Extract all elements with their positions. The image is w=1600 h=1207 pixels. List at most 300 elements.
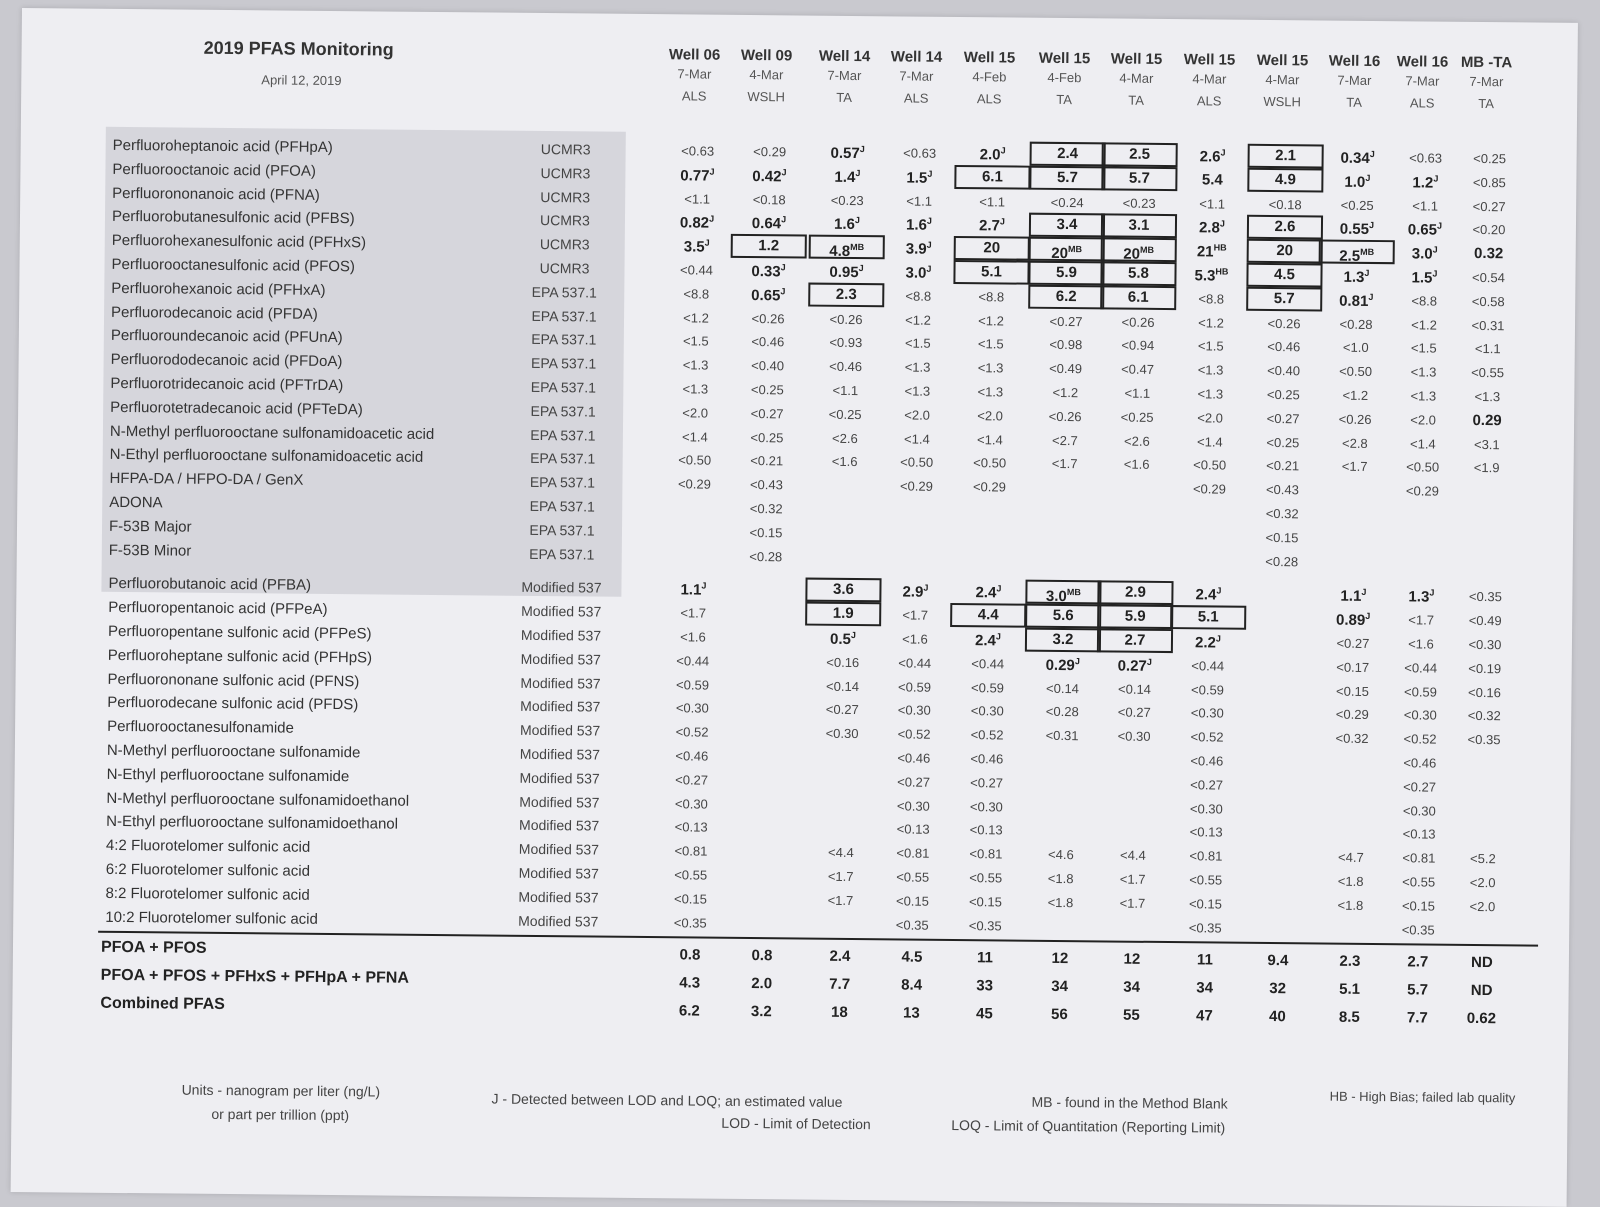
method-label: Modified 537 (521, 603, 602, 620)
result-cell (806, 603, 880, 626)
result-value: <1.1 (1412, 197, 1439, 214)
result-value: <0.44 (679, 262, 714, 278)
result-value: <4.4 (1120, 847, 1146, 864)
result-cell (1447, 756, 1521, 757)
result-cell (955, 237, 1029, 260)
result-cell (1450, 365, 1524, 381)
qualifier-flag: J (704, 237, 710, 248)
result-cell (878, 583, 952, 602)
result-cell (1175, 242, 1249, 261)
analyte-name: Perfluorotetradecanoic acid (PFTeDA) (110, 398, 363, 419)
result-value: <0.81 (674, 843, 708, 859)
qualifier-flag: J (1074, 655, 1080, 666)
result-cell (660, 237, 734, 256)
result-value: <0.59 (970, 679, 1005, 696)
result-value: 2.0 (979, 146, 1001, 164)
result-value: <8.8 (1411, 293, 1438, 309)
result-cell (1450, 460, 1524, 476)
result-cell (1102, 195, 1176, 211)
result-value: <1.4 (1409, 435, 1436, 452)
result-value: <0.27 (897, 774, 931, 790)
result-cell (1242, 873, 1316, 874)
totals-value: 11 (1196, 950, 1213, 969)
result-cell (953, 455, 1027, 471)
result-cell (1030, 214, 1104, 237)
result-cell (1451, 317, 1525, 333)
result-cell (730, 429, 804, 445)
result-value: <0.46 (1267, 339, 1301, 355)
method-label: Modified 537 (520, 698, 601, 715)
result-value: <0.15 (749, 524, 783, 541)
result-value: <0.30 (896, 798, 930, 814)
analyte-name: Perfluorooctanesulfonamide (107, 718, 294, 737)
totals-value: 0.8 (679, 945, 701, 964)
result-cell (654, 867, 728, 883)
column-header-well: Well 14 (890, 48, 943, 66)
result-value: <0.15 (1265, 529, 1299, 546)
column-header-date: 7-Mar (1469, 73, 1504, 90)
result-cell (656, 653, 730, 669)
result-cell (881, 359, 955, 375)
result-cell (950, 703, 1024, 719)
result-value: <1.3 (904, 359, 931, 375)
result-cell (728, 654, 802, 655)
result-cell (1100, 385, 1174, 401)
qualifier-flag: J (1365, 172, 1371, 183)
result-value: 0.57 (830, 144, 860, 163)
result-cell (1026, 629, 1100, 652)
result-cell (954, 313, 1028, 329)
result-cell (1246, 411, 1320, 427)
qualifier-flag: J (1433, 173, 1439, 184)
result-value: <0.25 (750, 429, 784, 445)
result-value: 0.89 (1335, 611, 1366, 630)
result-cell (1321, 148, 1395, 167)
result-value: <0.29 (1192, 481, 1226, 497)
method-label: EPA 537.1 (531, 283, 597, 301)
result-cell (1170, 729, 1244, 745)
totals-value: 18 (830, 1003, 848, 1021)
column-header-date: 4-Mar (1192, 71, 1227, 87)
result-value: 4.8 (829, 242, 851, 261)
result-value: <0.27 (1472, 198, 1506, 214)
result-cell (1099, 504, 1173, 505)
result-cell (1318, 483, 1392, 484)
result-cell (880, 383, 954, 399)
method-label: Modified 537 (518, 888, 599, 906)
result-value: <2.0 (1410, 412, 1437, 428)
result-cell (1171, 606, 1245, 629)
result-cell (654, 796, 728, 812)
result-value: <1.2 (1342, 387, 1369, 403)
result-cell (807, 549, 881, 550)
result-cell (1448, 589, 1522, 605)
totals-value: 45 (975, 1004, 993, 1022)
result-cell (1446, 803, 1520, 804)
qualifier-flag: J (701, 580, 707, 591)
result-cell (657, 500, 731, 501)
result-cell (1389, 150, 1463, 166)
result-value: <0.59 (898, 679, 932, 695)
method-label: Modified 537 (521, 579, 602, 596)
result-value: <8.8 (905, 288, 932, 304)
result-cell (1248, 169, 1322, 192)
analyte-name: Perfluorononane sulfonic acid (PFNS) (107, 670, 360, 690)
result-value: <0.29 (899, 478, 933, 494)
result-cell (1445, 899, 1519, 915)
result-value: 1.3 (1408, 588, 1430, 606)
result-value: 1.5 (1411, 269, 1433, 287)
result-cell (809, 311, 883, 327)
method-label: EPA 537.1 (530, 402, 596, 420)
result-value: <4.6 (1048, 847, 1074, 863)
totals-value: 5.1 (1339, 980, 1361, 998)
analyte-name: Perfluorodecanoic acid (PFDA) (111, 303, 318, 323)
result-value: <0.50 (678, 452, 712, 469)
result-value: <0.46 (675, 748, 709, 764)
method-label: Modified 537 (519, 793, 600, 811)
result-cell (732, 191, 806, 207)
analyte-name: Perfluoropentane sulfonic acid (PFPeS) (107, 622, 372, 643)
result-cell (950, 727, 1024, 743)
result-cell (1101, 262, 1175, 285)
result-value: <0.32 (1265, 505, 1299, 522)
result-cell (804, 845, 878, 861)
result-cell (1169, 848, 1243, 864)
result-value: <4.7 (1337, 849, 1364, 866)
result-cell (730, 406, 804, 422)
result-value: 6.1 (1127, 288, 1149, 306)
result-cell (951, 656, 1025, 672)
result-value: 1.3 (1343, 268, 1365, 286)
result-value: <0.30 (1468, 636, 1502, 653)
result-value: <0.94 (1121, 337, 1155, 354)
result-value: <0.44 (1191, 658, 1225, 674)
result-value: <1.1 (1474, 341, 1501, 357)
result-cell (879, 502, 953, 503)
result-cell (952, 527, 1026, 528)
result-value: <0.31 (1045, 728, 1079, 744)
result-cell (657, 548, 731, 549)
result-value: <1.3 (977, 384, 1004, 400)
result-cell (1172, 481, 1246, 497)
result-cell (1030, 194, 1104, 210)
result-value: <0.26 (1338, 411, 1372, 427)
qualifier-flag: J (1146, 656, 1152, 667)
totals-value: 40 (1268, 1007, 1286, 1025)
result-cell (878, 655, 952, 671)
result-value: 2.7 (978, 217, 1000, 235)
result-cell (1316, 611, 1390, 630)
qualifier-flag: J (780, 262, 786, 273)
column-header (952, 49, 1027, 111)
result-cell (1171, 585, 1245, 604)
result-value: <2.0 (1197, 410, 1224, 426)
result-cell (1174, 338, 1248, 354)
result-value: <0.59 (676, 676, 710, 693)
result-cell (1315, 731, 1389, 747)
result-cell (1028, 432, 1102, 448)
result-value: <0.43 (1265, 482, 1299, 498)
result-value: <1.7 (1119, 895, 1146, 911)
result-value: <1.2 (905, 312, 931, 328)
method-label: Modified 537 (520, 650, 601, 668)
method-label: EPA 537.1 (531, 307, 597, 325)
result-cell (881, 336, 955, 352)
result-value: <0.24 (1050, 194, 1084, 210)
result-cell (1448, 613, 1522, 629)
result-cell (879, 526, 953, 527)
result-value: <0.55 (1402, 874, 1436, 890)
result-value: <1.1 (1124, 385, 1151, 401)
result-cell (1446, 875, 1520, 891)
totals-value: 8.4 (901, 976, 923, 994)
result-cell (1030, 238, 1104, 261)
column-header (1172, 51, 1247, 113)
result-value: 2.4 (1195, 586, 1217, 604)
result-cell (1385, 531, 1459, 532)
result-value: <1.3 (904, 383, 931, 399)
result-value: <0.29 (972, 479, 1006, 495)
result-value: <2.7 (1051, 432, 1078, 448)
qualifier-flag: MB (1360, 247, 1375, 258)
result-cell (954, 360, 1028, 376)
result-cell (1023, 918, 1097, 919)
result-value: <1.6 (1123, 456, 1150, 473)
result-value: <0.58 (1471, 293, 1505, 310)
result-cell (810, 236, 884, 259)
result-cell (731, 310, 805, 326)
result-cell (653, 891, 727, 907)
result-value: <1.4 (976, 431, 1003, 448)
result-cell (660, 214, 734, 233)
result-cell (877, 750, 951, 766)
result-value: <0.40 (751, 358, 785, 374)
result-value: <0.46 (1190, 753, 1224, 769)
result-value: 0.81 (1339, 292, 1369, 310)
result-value: <0.50 (1406, 459, 1440, 476)
result-cell (653, 915, 727, 931)
result-cell (1245, 553, 1319, 569)
analyte-name: F-53B Major (108, 517, 192, 536)
column-header-lab: WSLH (747, 88, 786, 105)
result-value: 4.9 (1274, 170, 1296, 189)
method-label: EPA 537.1 (530, 450, 596, 467)
result-value: <2.0 (682, 405, 709, 421)
result-cell (1030, 166, 1104, 189)
result-cell (1448, 661, 1522, 677)
result-value: <0.25 (1340, 197, 1374, 213)
result-value: <0.49 (1049, 361, 1083, 377)
result-cell (655, 677, 729, 693)
qualifier-flag: J (1369, 148, 1375, 159)
result-value: <0.30 (1189, 800, 1223, 817)
result-value: <1.8 (1337, 897, 1364, 913)
result-cell (1451, 270, 1525, 286)
result-value: <0.32 (1467, 708, 1501, 724)
result-cell (805, 750, 879, 751)
result-value: 3.0 (1411, 245, 1433, 263)
column-header-lab: ALS (1409, 95, 1435, 111)
result-value: <1.6 (1408, 636, 1434, 652)
result-cell (1247, 288, 1321, 311)
result-value: <0.44 (676, 653, 710, 669)
result-value: <0.35 (895, 917, 929, 933)
result-cell (1453, 151, 1527, 167)
result-cell (1103, 143, 1177, 166)
result-cell (1318, 459, 1392, 475)
totals-value: 3.2 (750, 1002, 772, 1020)
totals-value: 34 (1051, 977, 1069, 995)
column-header (1449, 54, 1524, 116)
result-value: 5.3 (1194, 267, 1216, 285)
result-cell (1319, 364, 1393, 380)
result-cell (659, 262, 733, 278)
result-value: <0.52 (1190, 729, 1224, 745)
result-cell (1314, 850, 1388, 866)
result-value: <5.2 (1469, 851, 1496, 867)
totals-label: Combined PFAS (100, 994, 225, 1013)
result-cell (1452, 245, 1526, 263)
units-note: Units - nanogram per liter (ng/L) (181, 1081, 381, 1100)
hb-note: HB - High Bias; failed lab quality (1329, 1088, 1516, 1106)
result-cell (953, 432, 1027, 448)
qualifier-flag: J (923, 583, 929, 594)
result-value: 2.5 (1339, 247, 1361, 266)
result-cell (950, 751, 1024, 767)
qualifier-flag: MB (850, 242, 865, 253)
result-value: 1.1 (1340, 588, 1362, 606)
result-cell (1450, 389, 1524, 405)
result-cell (726, 844, 800, 845)
result-value: 3.4 (1056, 216, 1078, 234)
column-header-lab: WSLH (1263, 93, 1302, 110)
totals-value: 2.0 (751, 974, 773, 992)
result-cell (1170, 705, 1244, 721)
result-value: <1.3 (1410, 364, 1437, 380)
result-cell (952, 503, 1026, 504)
qualifier-flag: J (781, 167, 787, 178)
result-value: <1.1 (906, 193, 933, 209)
result-value: <0.46 (970, 751, 1004, 767)
result-cell (725, 915, 799, 916)
result-cell (1445, 922, 1519, 923)
result-cell (1029, 361, 1103, 377)
result-cell (1242, 849, 1316, 850)
result-cell (1028, 408, 1102, 424)
result-value: 1.9 (832, 604, 854, 623)
result-value: <0.13 (1189, 824, 1223, 840)
result-value: <0.30 (897, 702, 931, 719)
column-header-lab: TA (1478, 95, 1495, 112)
result-value: 0.29 (1045, 656, 1075, 674)
result-value: <2.8 (1341, 435, 1368, 451)
result-cell (1098, 606, 1172, 629)
result-value: <0.29 (677, 476, 711, 492)
column-header (879, 48, 954, 110)
method-label: Modified 537 (519, 722, 601, 739)
qualifier-flag: J (995, 631, 1001, 642)
totals-value: 47 (1195, 1006, 1213, 1025)
result-value: 5.1 (980, 263, 1003, 281)
result-cell (951, 604, 1025, 627)
method-label: Modified 537 (520, 674, 601, 692)
result-value: <0.15 (968, 893, 1002, 910)
result-value: <0.14 (1045, 680, 1080, 696)
totals-value: 12 (1051, 949, 1069, 967)
method-label: EPA 537.1 (530, 355, 597, 372)
qualifier-flag: J (926, 263, 932, 274)
result-value: <0.29 (753, 144, 787, 160)
result-value: <0.35 (968, 917, 1002, 934)
result-cell (1386, 412, 1460, 428)
result-value: 2.2 (1194, 634, 1216, 652)
result-cell (1098, 629, 1172, 652)
result-value: <0.25 (828, 406, 862, 422)
totals-value: 2.4 (829, 947, 851, 965)
result-value: <0.50 (1339, 363, 1373, 380)
result-value: <1.3 (1474, 388, 1501, 405)
method-label: UCMR3 (540, 188, 591, 206)
result-value: 5.9 (1124, 607, 1146, 626)
result-cell (1383, 731, 1457, 747)
result-value: <0.13 (1402, 826, 1436, 842)
result-value: <1.6 (831, 454, 858, 470)
result-cell (1024, 799, 1098, 800)
result-value: 0.5 (829, 630, 851, 648)
result-value: <0.52 (675, 724, 709, 740)
result-value: 0.55 (1339, 221, 1370, 239)
analyte-name: 6:2 Fluorotelomer sulfonic acid (105, 860, 311, 880)
result-cell (956, 145, 1030, 164)
result-value: <0.30 (1190, 705, 1224, 721)
result-cell (1320, 220, 1394, 239)
result-cell (1244, 635, 1318, 636)
result-cell (1029, 285, 1103, 308)
result-cell (729, 525, 803, 541)
result-value: <8.8 (1198, 291, 1225, 307)
result-cell (805, 702, 879, 718)
result-cell (1384, 612, 1458, 628)
result-cell (810, 215, 884, 234)
result-value: <0.27 (675, 772, 709, 788)
result-cell (728, 630, 802, 631)
result-value: <0.55 (1471, 365, 1505, 381)
result-value: <0.16 (826, 654, 860, 670)
qualifier-flag: J (858, 263, 864, 274)
method-label: UCMR3 (540, 164, 591, 182)
totals-label: PFOA + PFOS + PFHxS + PFHpA + PFNA (100, 966, 410, 987)
analyte-name: Perfluorohexanesulfonic acid (PFHxS) (111, 232, 367, 252)
result-cell (659, 334, 733, 350)
result-cell (1027, 504, 1101, 505)
result-cell (727, 701, 801, 702)
result-value: 3.2 (1052, 630, 1074, 649)
analyte-name: Perfluoroundecanoic acid (PFUnA) (110, 327, 343, 347)
result-cell (1101, 338, 1175, 354)
result-cell (1382, 826, 1456, 842)
result-value: 20 (1123, 245, 1141, 263)
result-cell (1316, 659, 1390, 675)
result-cell (1447, 684, 1521, 700)
result-value: <0.25 (1266, 434, 1300, 450)
result-value: <0.27 (750, 405, 784, 422)
result-cell (1025, 680, 1099, 696)
result-cell (875, 917, 949, 933)
result-cell (729, 477, 803, 493)
result-value: <0.27 (1336, 635, 1370, 651)
result-value: 2.4 (1057, 144, 1079, 163)
